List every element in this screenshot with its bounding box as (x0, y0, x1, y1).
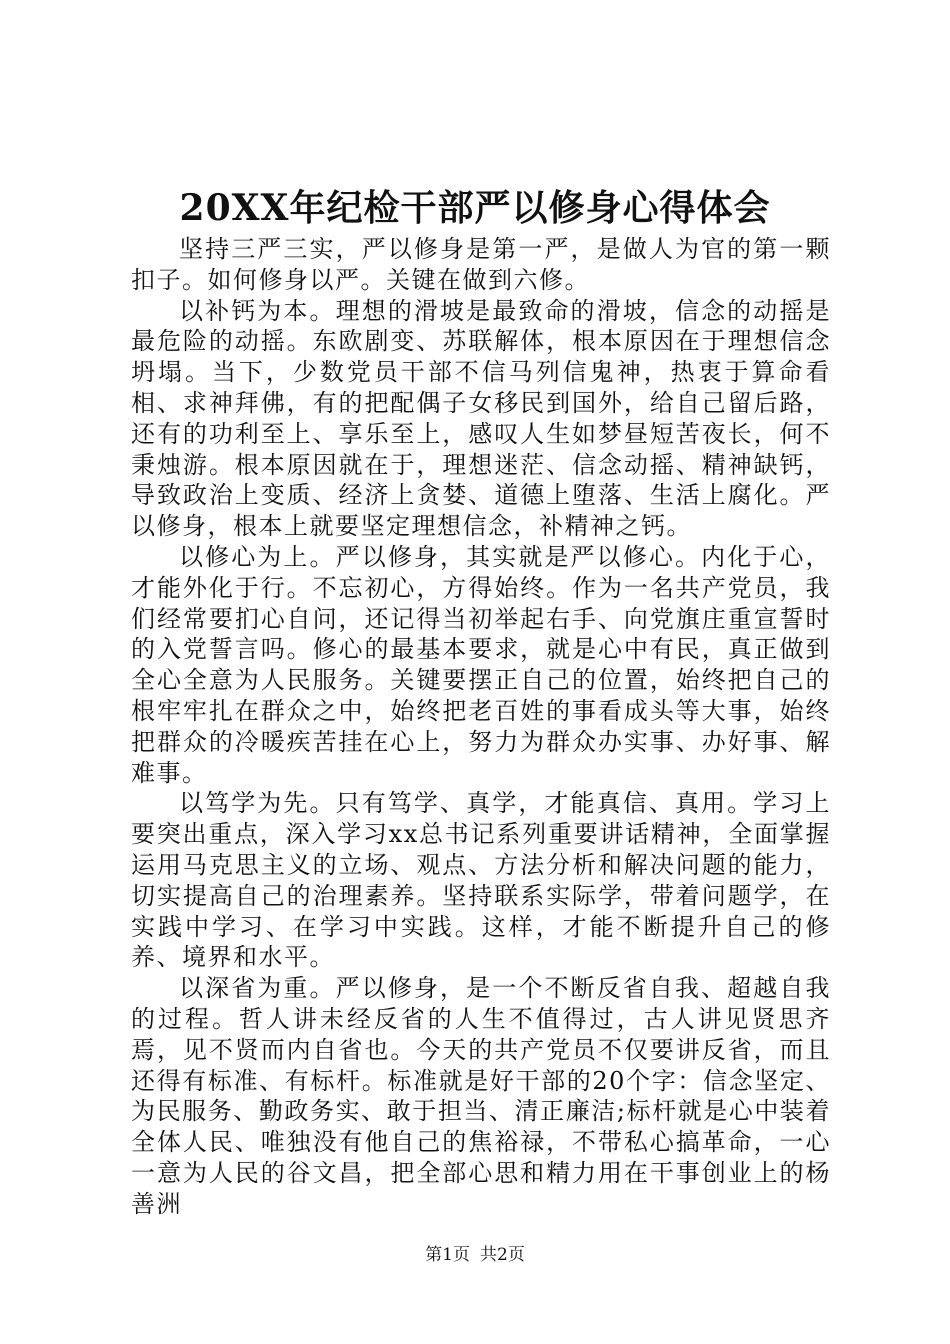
page-number: 第1页 (425, 1245, 470, 1265)
page-footer (0, 1243, 950, 1267)
paragraph-duxue: 以笃学为先。只有笃学、真学，才能真信、真用。学习上要突出重点，深入学习xx总书记系列重要讲话精神，全面掌握运用马克思主义的立场、观点、方法分析和解决问题的能力，切实提高自己的治理素养。坚持联系实际学，带着问题学，在实践中学习、在学习中实践。这样，才能不断提升自己的修养、境界和水平。 (131, 789, 831, 972)
document-title: 20XX年纪检干部严以修身心得体会 (179, 187, 771, 229)
paragraph-xiuxin: 以修心为上。严以修身，其实就是严以修心。内化于心，才能外化于行。不忘初心，方得始终。作为一名共产党员，我们经常要扪心自问，还记得当初举起右手、向党旗庄重宣誓时的入党誓言吗。修心的最基本要求，就是心中有民，真正做到全心全意为人民服务。关键要摆正自己的位置，始终把自己的根牢牢扎在群众之中，始终把老百姓的事看成头等大事，始终把群众的冷暖疾苦挂在心上，努力为群众办实事、办好事、解难事。 (131, 542, 831, 787)
paragraph-intro: 坚持三严三实，严以修身是第一严，是做人为官的第一颗扣子。如何修身以严。关键在做到六修。 (131, 235, 831, 294)
page-total: 共2页 (480, 1245, 525, 1265)
document-body (131, 234, 831, 1220)
paragraph-buga: 以补钙为本。理想的滑坡是最致命的滑坡，信念的动摇是最危险的动摇。东欧剧变、苏联解体，根本原因在于理想信念坍塌。当下，少数党员干部不信马列信鬼神，热衷于算命看相、求神拜佛，有的把配偶子女移民到国外，给自己留后路，还有的功利至上、享乐至上，感叹人生如梦昼短苦夜长，何不秉烛游。根本原因就在于，理想迷茫、信念动摇、精神缺钙，导致政治上变质、经济上贪婪、道德上堕落、生活上腐化。严以修身，根本上就要坚定理想信念，补精神之钙。 (131, 296, 831, 541)
paragraph-shenxing: 以深省为重。严以修身，是一个不断反省自我、超越自我的过程。哲人讲未经反省的人生不值得过，古人讲见贤思齐焉，见不贤而内自省也。今天的共产党员不仅要讲反省，而且还得有标准、有标杆。标准就是好干部的20个字：信念坚定、为民服务、勤政务实、敢于担当、清正廉洁;标杆就是心中装着全体人民、唯独没有他自己的焦裕禄，不带私心搞革命，一心一意为人民的谷文昌，把全部心思和精力用在干事创业上的杨善洲 (131, 974, 831, 1218)
